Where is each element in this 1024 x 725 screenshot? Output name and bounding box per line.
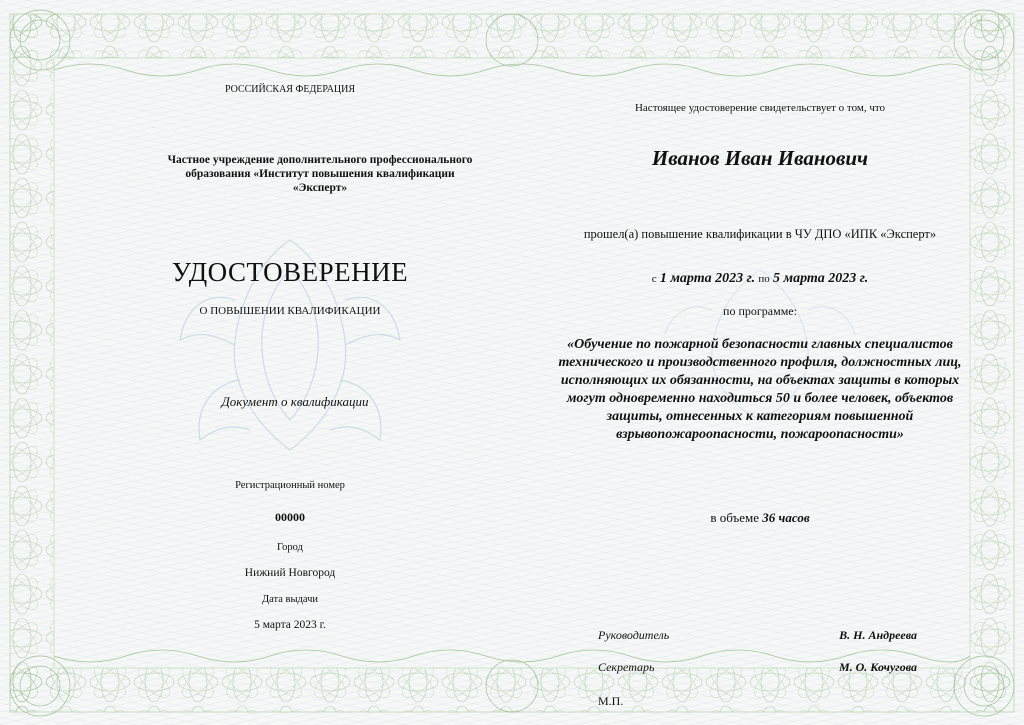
document-subtitle: О ПОВЫШЕНИИ КВАЛИФИКАЦИИ bbox=[199, 305, 381, 317]
document-title: УДОСТОВЕРЕНИЕ bbox=[171, 257, 409, 287]
period-from-prefix: с bbox=[651, 273, 657, 285]
stamp-place: М.П. bbox=[598, 694, 624, 708]
volume-hours: 36 часов bbox=[762, 510, 810, 525]
period-to-prefix: по bbox=[758, 273, 770, 285]
head-role: Руководитель bbox=[598, 628, 670, 642]
training-volume bbox=[580, 510, 940, 526]
issue-date-label: Дата выдачи bbox=[261, 594, 319, 605]
registration-number: 00000 bbox=[275, 510, 305, 524]
secretary-name: М. О. Кочугова bbox=[838, 660, 917, 674]
certifies-text: Настоящее удостоверение свидетельствует о том, что bbox=[634, 102, 886, 114]
program-title: «Обучение по пожарной безопасности главных специалистов технического и производственного профиля, должностных лиц, исполняющих их обязанности, на объектах защиты в которых могут одновременно находиться 50 и более человек, объектов защиты, отнесенных к категориям повышенной взрывопожароопасности, пожароопасности» bbox=[558, 337, 962, 442]
period-from: 1 марта 2023 г. bbox=[659, 271, 756, 286]
issue-date-value: 5 марта 2023 г. bbox=[254, 619, 326, 631]
by-program-label: по программе: bbox=[723, 304, 797, 318]
registration-number-label: Регистрационный номер bbox=[235, 480, 345, 491]
document-kind: Документ о квалификации bbox=[221, 394, 369, 409]
country-label: РОССИЙСКАЯ ФЕДЕРАЦИЯ bbox=[224, 84, 356, 95]
organization-name: Частное учреждение дополнительного профессионального образования «Институт повышения квалификации «Эксперт» bbox=[167, 154, 473, 194]
city-value: Нижний Новгород bbox=[244, 567, 336, 579]
passed-text: прошел(а) повышение квалификации в ЧУ ДПО «ИПК «Эксперт» bbox=[583, 227, 937, 241]
training-period bbox=[560, 270, 960, 287]
secretary-role: Секретарь bbox=[598, 660, 655, 674]
head-name: В. Н. Андреева bbox=[839, 628, 917, 642]
volume-prefix: в объеме bbox=[710, 510, 760, 525]
city-label: Город bbox=[277, 542, 303, 553]
person-name: Иванов Иван Иванович bbox=[651, 146, 869, 170]
period-to: 5 марта 2023 г. bbox=[773, 271, 869, 286]
